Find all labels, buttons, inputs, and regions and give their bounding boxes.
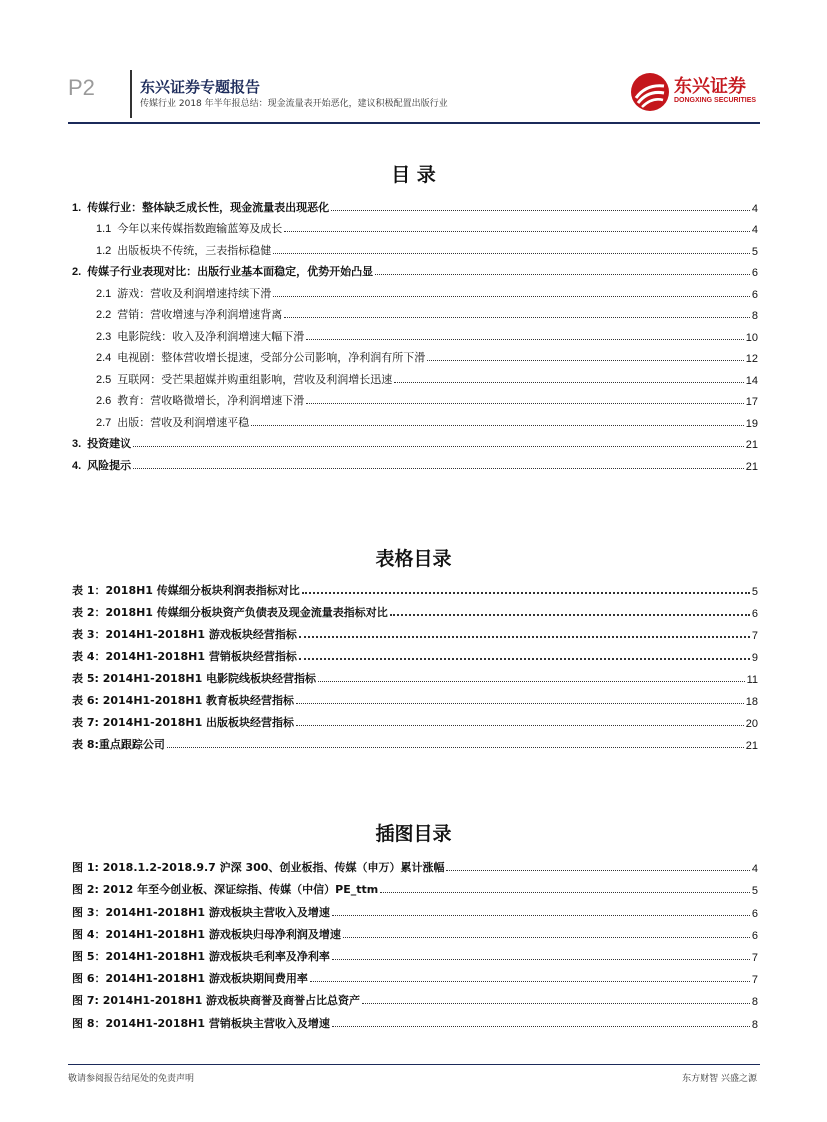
tables-title: 表格目录 [375,548,452,570]
report-subtitle: 传媒行业 2018 年半年报总结：现金流量表开始恶化，建议积极配置出版行业 [140,99,448,109]
toc-entry[interactable]: 2.6 教育：营收略微增长，净利润增速下滑 17 [96,394,758,408]
figures-list [72,853,758,1031]
figure-entry[interactable]: 图 2: 2012 年至今创业板、深证综指、传媒（中信）PE_ttm 5 [72,883,758,898]
figure-entry[interactable]: 图 5：2014H1-2018H1 游戏板块毛利率及净利率 7 [72,949,758,964]
logo-text-en: DONGXING SECURITIES [674,97,757,104]
logo-emblem-icon [630,72,670,112]
table-entry[interactable]: 表 8:重点跟踪公司 21 [72,738,758,752]
toc-title: 目 录 [391,164,436,186]
table-entry[interactable]: 表 6: 2014H1-2018H1 教育板块经营指标 18 [72,694,758,708]
toc-entry[interactable]: 1.1 今年以来传媒指数跑输蓝筹及成长 4 [96,222,758,236]
footer-slogan: 东方财智 兴盛之源 [682,1074,757,1084]
company-logo [630,70,760,114]
page-label: P2 [68,75,95,100]
table-entry[interactable]: 表 3：2014H1-2018H1 游戏板块经营指标 7 [72,628,758,642]
table-entry[interactable]: 表 4：2014H1-2018H1 营销板块经营指标 9 [72,650,758,664]
toc-entry[interactable]: 1. 传媒行业：整体缺乏成长性，现金流量表出现恶化 4 [72,200,758,215]
tables-list [72,576,758,752]
logo-text-cn: 东兴证券 [674,76,746,97]
toc-entry[interactable]: 3. 投资建议 21 [72,437,758,451]
table-entry[interactable]: 表 7: 2014H1-2018H1 出版板块经营指标 20 [72,716,758,730]
toc-entry[interactable]: 4. 风险提示 21 [72,458,758,473]
table-entry[interactable]: 表 1：2018H1 传媒细分板块利润表指标对比 5 [72,584,758,598]
toc-entry[interactable]: 2.7 出版：营收及利润增速平稳 19 [96,415,758,430]
figure-entry[interactable]: 图 6：2014H1-2018H1 游戏板块期间费用率 7 [72,972,758,987]
figure-entry[interactable]: 图 8：2014H1-2018H1 营销板块主营收入及增速 8 [72,1016,758,1031]
figure-entry[interactable]: 图 7: 2014H1-2018H1 游戏板块商誉及商誉占比总资产 8 [72,994,758,1009]
toc-list [72,193,758,473]
toc-entry[interactable]: 2.4 电视剧：整体营收增长提速，受部分公司影响，净利润有所下滑 12 [96,351,758,365]
table-entry[interactable]: 表 2：2018H1 传媒细分板块资产负债表及现金流量表指标对比 6 [72,606,758,620]
header-rule [68,122,760,124]
footer-disclaimer: 敬请参阅报告结尾处的免责声明 [68,1074,195,1084]
figure-entry[interactable]: 图 3：2014H1-2018H1 游戏板块主营收入及增速 6 [72,905,758,920]
table-entry[interactable]: 表 5: 2014H1-2018H1 电影院线板块经营指标 11 [72,672,758,686]
figures-title: 插图目录 [375,823,452,845]
toc-entry[interactable]: 2.2 营销：营收增速与净利润增速背离 8 [96,308,758,322]
footer-rule [68,1064,760,1065]
figure-entry[interactable]: 图 4：2014H1-2018H1 游戏板块归母净利润及增速 6 [72,927,758,942]
header-divider [130,70,132,118]
toc-entry[interactable]: 1.2 出版板块不传统，三表指标稳健 5 [96,243,758,258]
figure-entry[interactable]: 图 1: 2018.1.2-2018.9.7 沪深 300、创业板指、传媒（申万）累计涨幅 4 [72,861,758,876]
toc-entry[interactable]: 2.1 游戏：营收及利润增速持续下滑 6 [96,286,758,301]
toc-entry[interactable]: 2.3 电影院线：收入及净利润增速大幅下滑 10 [96,329,758,344]
toc-entry[interactable]: 2. 传媒子行业表现对比：出版行业基本面稳定，优势开始凸显 6 [72,265,758,279]
report-title: 东兴证券专题报告 [140,78,261,96]
toc-entry[interactable]: 2.5 互联网：受芒果超媒并购重组影响，营收及利润增长迅速 14 [96,372,758,387]
